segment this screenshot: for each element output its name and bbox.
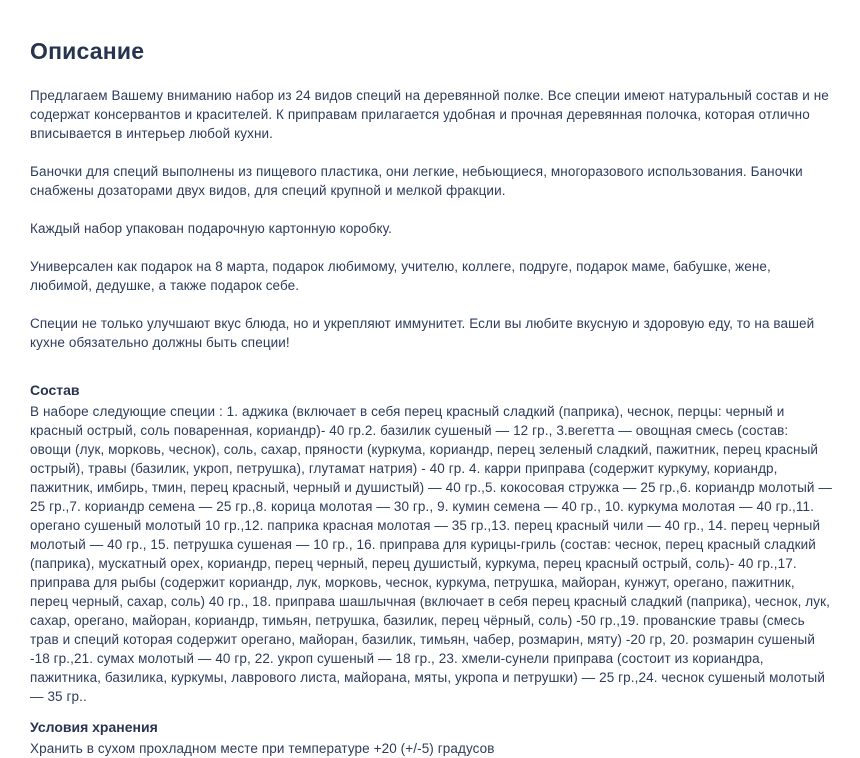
composition-heading: Состав bbox=[30, 382, 80, 398]
intro-paragraph: Предлагаем Вашему вниманию набор из 24 видов специй на деревянной полке. Все специи имеют натуральный состав и не содержат консервантов и красителей. К приправам прилагается удобная и прочная деревянная полочка, которая отлично вписывается в интерьер любой кухни. bbox=[30, 88, 829, 141]
gift-paragraph: Универсален как подарок на 8 марта, подарок любимому, учителю, коллеге, подруге, подарок маме, бабушке, жене, любимой, дедушке, а также подарок себе. bbox=[30, 259, 771, 293]
packaging-paragraph: Каждый набор упакован подарочную картонную коробку. bbox=[30, 221, 392, 236]
page-title: Описание bbox=[30, 38, 145, 64]
storage-conditions-text: Хранить в сухом прохладном месте при температуре +20 (+/-5) градусов bbox=[30, 741, 495, 756]
composition-text: В наборе следующие специи : 1. аджика (включает в себя перец красный сладкий (паприка), чеснок, перцы: черный и красный острый, соль поваренная, кориандр)- 40 гр.2. базилик сушеный — 12 гр., 3.вегетта — овощная смесь (состав: овощи (лук, морковь, чеснок), соль, сахар, пряности (куркума, кориандр, перец зеленый сладкий, пажитник, перец красный острый), травы (базилик, укроп, петрушка), глутамат натрия) - 40 гр. 4. карри приправа (содержит куркуму, кориандр, пажитник, имбирь, тмин, перец красный, черный и душистый) — 40 гр.,5. кокосовая стружка — 25 гр.,6. кориандр молотый — 25 гр.,7. кориандр семена — 25 гр.,8. корица молотая — 30 гр., 9. кумин семена — 40 гр., 10. куркума молотая — 40 гр.,11. орегано сушеный молотый 10 гр.,12. паприка красная молотая — 35 гр.,13. перец красный чили — 40 гр., 14. перец черный молотый — 40 гр., 15. петрушка сушеная — 10 гр., 16. приправа для курицы-гриль (состав: чеснок, перец красный сладкий (паприка), мускатный орех, кориандр, перец черный, перец душистый, куркума, перец красный острый, соль)- 40 гр.,17. приправа для рыбы (содержит кориандр, лук, морковь, чеснок, куркума, петрушка, майоран, кунжут, орегано, пажитник, перец черный, сахар, соль) 40 гр., 18. приправа шашлычная (включает в себя перец красный сладкий (паприка), чеснок, лук, сахар, орегано, майоран, кориандр, тимьян, петрушка, базилик, перец чёрный, соль) -50 гр.,19. прованские травы (смесь трав и специй которая содержит орегано, майоран, базилик, тимьян, чабер, розмарин, мяту) -20 гр, 20. розмарин сушеный -18 гр.,21. сумах молотый — 40 гр, 22. укроп сушеный — 18 гр., 23. хмели-сунели приправа (состоит из кориандра, пажитника, базилика, куркумы, лаврового листа, майорана, мяты, укропа и петрушки) — 25 гр.,24. чеснок сушеный молотый — 35 гр.. bbox=[30, 404, 832, 704]
jars-paragraph: Баночки для специй выполнены из пищевого пластика, они легкие, небьющиеся, многоразового использования. Баночки снабжены дозаторами двух видов, для специй крупной и мелкой фракции. bbox=[30, 164, 803, 198]
storage-conditions-heading: Условия хранения bbox=[30, 719, 158, 735]
health-paragraph: Специи не только улучшают вкус блюда, но и укрепляют иммунитет. Если вы любите вкусную и здоровую еду, то на вашей кухне обязательно должны быть специи! bbox=[30, 316, 815, 350]
